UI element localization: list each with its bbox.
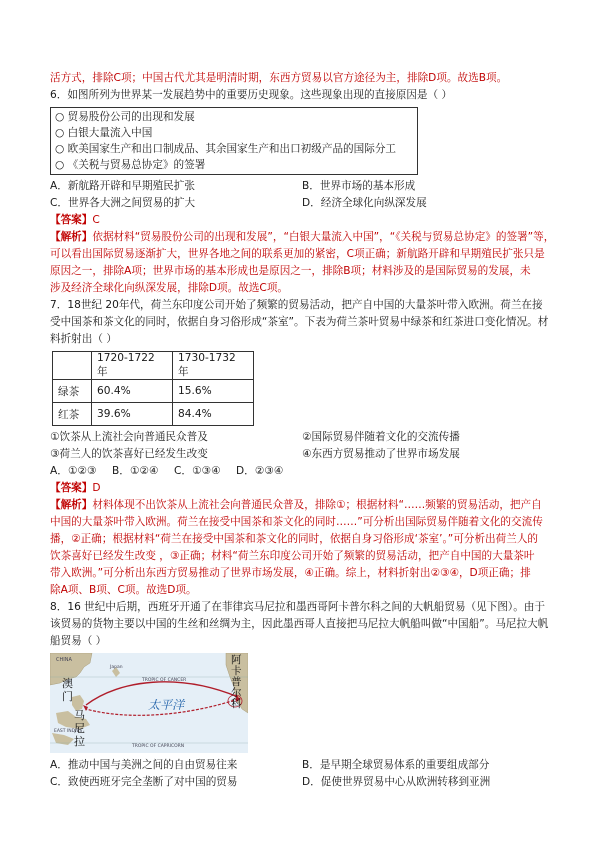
- q7-answer: [50, 480, 555, 497]
- q8-option-a[interactable]: A．推动中国与美洲之间的自由贸易往来: [50, 759, 238, 771]
- q8-option-d[interactable]: D．促使世界贸易中心从欧洲转移到亚洲: [302, 776, 491, 788]
- q7-statement: ②国际贸易伴随着文化的交流传播: [302, 431, 460, 443]
- map-label-tropic-capricorn: TROPIC OF CAPRICORN: [132, 744, 185, 749]
- q8-options-row: [50, 757, 555, 774]
- map-label-tropic-cancer: TROPIC OF CANCER: [142, 678, 187, 683]
- q8-option-c[interactable]: C．致使西班牙完全垄断了对中国的贸易: [50, 776, 238, 788]
- q7-option-d[interactable]: D．②③④: [236, 465, 284, 477]
- map-label-acapulco: 阿卡普尔科: [231, 654, 242, 710]
- q7-analysis-line: 除A项、B项、C项。故选D项。: [50, 584, 197, 596]
- map-label-china-en: CHINA: [56, 657, 72, 663]
- q6-answer: [50, 212, 555, 229]
- q6-analysis-line: 涉及经济全球化向纵深发展，排除D项。故选C项。: [50, 282, 289, 294]
- table-header: [53, 352, 92, 380]
- q6-options-row: [50, 195, 555, 212]
- table-cell: 60.4%: [92, 380, 173, 403]
- table-cell: 绿茶: [53, 380, 92, 403]
- answer-value: C: [92, 214, 100, 226]
- answer-label: 【答案】: [50, 482, 93, 494]
- answer-value: D: [92, 482, 101, 494]
- q8-stem-line: 8．16 世纪中后期，西班牙开通了在菲律宾马尼拉和墨西哥阿卡普尔科之间的大帆船贸易（见下图）。由于: [50, 601, 546, 613]
- table-row: [53, 380, 254, 403]
- map-label-manila: 马尼拉: [74, 709, 85, 748]
- q6-box-item: ○ 《关税与贸易总协定》的签署: [55, 159, 206, 171]
- q5-analysis-end: 活方式，排除C项；中国古代尤其是明清时期，东西方贸易以官方途径为主，排除D项。故选B项。: [50, 72, 508, 84]
- table-row: [53, 403, 254, 426]
- q7-analysis-line: [50, 497, 555, 514]
- table-cell: 39.6%: [92, 403, 173, 426]
- q6-option-b[interactable]: B．世界市场的基本形成: [302, 180, 416, 192]
- table-cell: 84.4%: [173, 403, 254, 426]
- galleon-trade-map: [50, 653, 248, 753]
- q6-box-item: ○ 白银大量流入中国: [55, 127, 153, 139]
- q7-analysis-line: 播，②正确；根据材料“荷兰在接受中国茶和茶文化的同时，依据自身习俗形成‘茶室’。”可分析出荷兰人的: [50, 533, 539, 545]
- table-cell: 红茶: [53, 403, 92, 426]
- q6-option-a[interactable]: A．新航路开辟和早期殖民扩张: [50, 180, 195, 192]
- analysis-text: 依据材料“贸易股份公司的出现和发展”，“白银大量流入中国”，“《关税与贸易总协定》的签署”等，: [92, 231, 555, 243]
- q7-statements-row: [50, 429, 555, 446]
- q7-statement: ④东西方贸易推动了世界市场发展: [302, 448, 460, 460]
- q7-analysis-line: 饮茶喜好已经发生改变 ，③正确；材料“荷兰东印度公司开始了频繁的贸易活动，把产自中国的大量茶叶: [50, 550, 535, 562]
- q8-stem-line: 船贸易（ ）: [50, 635, 107, 647]
- q7-stem-line: 料折射出（ ）: [50, 333, 117, 345]
- q6-box-item: ○ 贸易股份公司的出现和发展: [55, 111, 195, 123]
- q6-analysis-line: 可以看出国际贸易逐渐扩大，世界各地之间的联系更加的紧密，C项正确；新航路开辟和早期殖民扩张只是: [50, 248, 545, 260]
- worksheet-page: [50, 70, 555, 791]
- table-header: 1720-1722 年: [92, 352, 173, 380]
- q7-option-a[interactable]: A．①②③: [50, 465, 97, 477]
- q6-analysis-line: 原因之一，排除A项；世界市场的基本形成也是原因之一，排除B项；材料涉及的是国际贸易的发展，未: [50, 265, 531, 277]
- q6-option-c[interactable]: C．世界各大洲之间贸易的扩大: [50, 197, 196, 209]
- analysis-text: 材料体现不出饮茶从上流社会向普通民众普及，排除①；根据材料“……频繁的贸易活动，把产自: [92, 499, 542, 511]
- answer-label: 【答案】: [50, 214, 93, 226]
- q6-option-d[interactable]: D．经济全球化向纵深发展: [302, 197, 427, 209]
- map-label-pacific: 太平洋: [148, 698, 185, 712]
- table-header-row: [53, 352, 254, 380]
- q7-statements-row: [50, 446, 555, 463]
- table-header: 1730-1732 年: [173, 352, 254, 380]
- q8-options-row: [50, 774, 555, 791]
- q7-statement: ③荷兰人的饮茶喜好已经发生改变: [50, 448, 208, 460]
- q6-options-row: [50, 178, 555, 195]
- map-label-japan-en: Japan: [110, 665, 123, 670]
- q6-box-item: ○ 欧美国家生产和出口制成品、其余国家生产和出口初级产品的国际分工: [55, 143, 397, 155]
- q6-analysis-line: [50, 229, 555, 246]
- q7-option-b[interactable]: B．①②④: [112, 465, 159, 477]
- q6-phenomena-box: [50, 107, 418, 175]
- analysis-label: 【解析】: [50, 231, 93, 243]
- q7-option-c[interactable]: C．①③④: [174, 465, 221, 477]
- table-cell: 15.6%: [173, 380, 254, 403]
- q7-options: [50, 463, 555, 480]
- q8-option-b[interactable]: B．是早期全球贸易体系的重要组成部分: [302, 759, 490, 771]
- q7-stem-line: 7．18世纪 20年代，荷兰东印度公司开始了频繁的贸易活动，把产自中国的大量茶叶带入欧洲。荷兰在接: [50, 299, 543, 311]
- q8-stem-line: 该贸易的货物主要以中国的生丝和丝绸为主，因此墨西哥人直接把马尼拉大帆船叫做“中国船”。马尼拉大帆: [50, 618, 549, 630]
- map-label-macau: 澳门: [62, 677, 73, 703]
- q7-analysis-line: 带入欧洲。”可分析出东西方贸易推动了世界市场发展，④正确。综上，材料折射出②③④，D项正确；排: [50, 567, 531, 579]
- analysis-label: 【解析】: [50, 499, 93, 511]
- q6-stem: 6．如图所列为世界某一发展趋势中的重要历史现象。这些现象出现的直接原因是（ ）: [50, 89, 453, 101]
- q7-analysis-line: 中国的大量茶叶带入欧洲。荷兰在接受中国茶和茶文化的同时……”可分析出国际贸易伴随着文化的交流传: [50, 516, 543, 528]
- q7-stem-line: 受中国茶和茶文化的同时，依据自身习俗形成“茶室”。下表为荷兰茶叶贸易中绿茶和红茶进口变化情况。材: [50, 316, 549, 328]
- tea-import-table: [52, 351, 254, 426]
- q7-statement: ①饮茶从上流社会向普通民众普及: [50, 431, 208, 443]
- map-label-east-indies-en: EAST INDIES: [54, 729, 83, 734]
